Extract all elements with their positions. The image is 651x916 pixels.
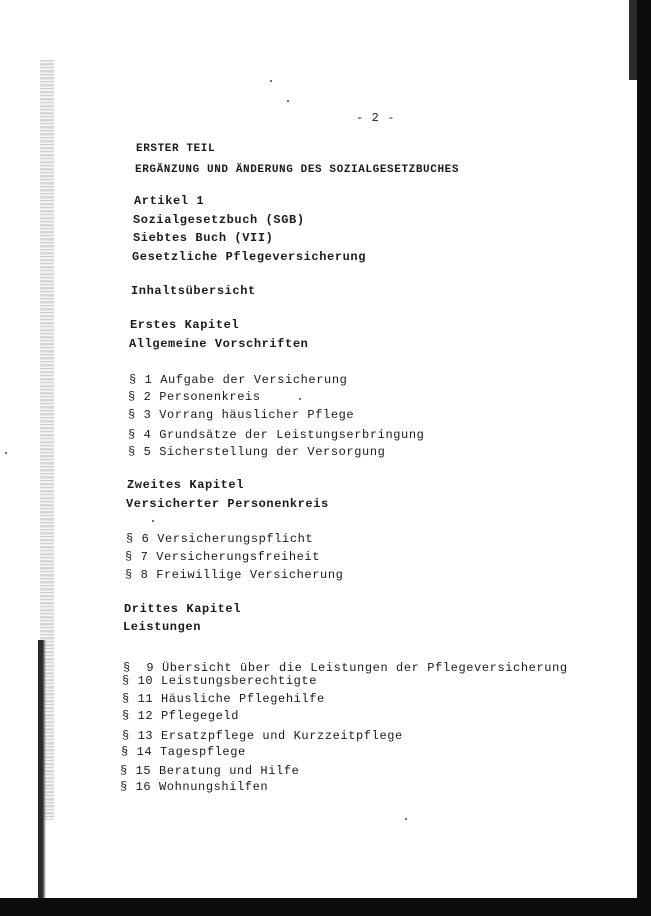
article-line-1: Sozialgesetzbuch (SGB) — [133, 213, 305, 227]
scan-speck — [5, 452, 7, 454]
scan-border-right-notch — [629, 0, 637, 80]
toc-entry: § 12 Pflegegeld — [122, 709, 240, 723]
toc-entry: § 3 Vorrang häuslicher Pflege — [128, 408, 355, 422]
toc-entry: § 7 Versicherungsfreiheit — [125, 550, 321, 564]
toc-entry: § 14 Tagespflege — [121, 745, 246, 759]
chapter-1-label: Erstes Kapitel — [130, 318, 240, 332]
chapter-3-title: Leistungen — [123, 620, 202, 634]
article-line-2: Siebtes Buch (VII) — [133, 231, 274, 245]
toc-entry: § 10 Leistungsberechtigte — [122, 674, 318, 688]
toc-entry: § 2 Personenkreis — [128, 390, 261, 404]
part-title: ERGÄNZUNG UND ÄNDERUNG DES SOZIALGESETZBUCHES — [135, 164, 460, 176]
toc-entry: § 6 Versicherungspflicht — [126, 532, 314, 546]
toc-entry: § 4 Grundsätze der Leistungserbringung — [128, 428, 425, 442]
chapter-2-label: Zweites Kapitel — [127, 478, 245, 492]
toc-heading: Inhaltsübersicht — [131, 284, 256, 298]
toc-entry: § 9 Übersicht über die Leistungen der Pflegeversicherung — [123, 661, 568, 675]
article-label: Artikel 1 — [134, 194, 205, 208]
scan-speck — [152, 520, 154, 522]
toc-entry: § 5 Sicherstellung der Versorgung — [128, 445, 386, 459]
chapter-1-title: Allgemeine Vorschriften — [129, 337, 309, 351]
toc-entry: § 8 Freiwillige Versicherung — [125, 568, 344, 582]
chapter-3-label: Drittes Kapitel — [124, 602, 242, 616]
toc-entry: § 11 Häusliche Pflegehilfe — [122, 692, 325, 706]
toc-entry: § 16 Wohnungshilfen — [120, 780, 269, 794]
toc-entry: § 13 Ersatzpflege und Kurzzeitpflege — [122, 729, 403, 743]
page-number: - 2 - — [356, 111, 396, 125]
article-line-3: Gesetzliche Pflegeversicherung — [132, 250, 367, 264]
toc-entry: § 15 Beratung und Hilfe — [120, 764, 300, 778]
scan-speck — [299, 398, 301, 400]
scan-shadow-left — [38, 640, 46, 900]
scan-speck — [270, 80, 272, 82]
part-label: ERSTER TEIL — [136, 143, 216, 155]
chapter-2-title: Versicherter Personenkreis — [126, 497, 329, 511]
scan-border-right — [637, 0, 651, 916]
toc-entry: § 1 Aufgabe der Versicherung — [129, 373, 348, 387]
scan-speck — [405, 818, 407, 820]
scan-border-bottom — [0, 898, 651, 916]
scan-speck — [287, 100, 289, 102]
